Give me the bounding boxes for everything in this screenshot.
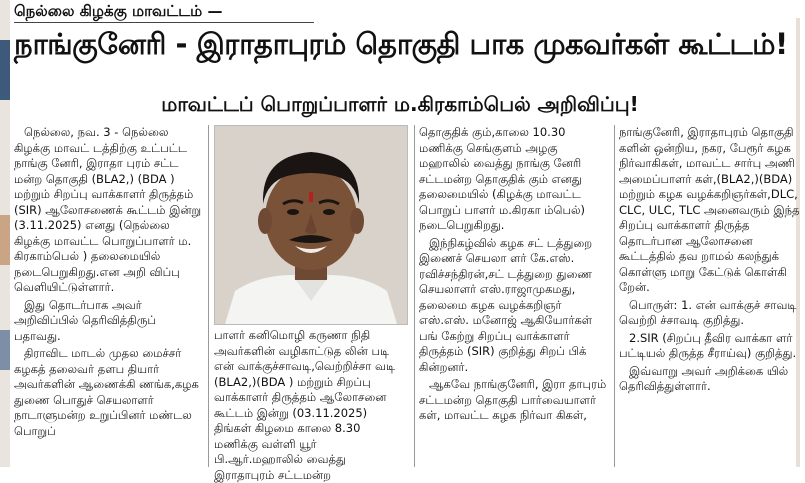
paragraph: பாளர் கனிமொழி கருணா நிதி அவர்களின் வழிகாட்டுத லின் படி என் வாக்குச்சாவடி,வெற்றிச்சா வடி (BLA2,)(BDA ) மற்றும் சிறப்பு வாக்காளர் திருத்தம் ஆலோசனை கூட்டம் இன்று (03.11.2025) திங்கள் கிழமை காலை 8.30 மணிக்கு வள்ளி யூர் பி.ஆர்.மஹாலில் வைத்து இராதாபுரம் சட்டமன்ற: [214, 328, 396, 482]
paragraph: ஆகவே நாங்குனேரி, இரா தாபுரம் சட்டமன்ற தொகுதி பார்வையாளர் கள், மாவட்ட கழக நிர்வா கிகள்,: [419, 377, 607, 422]
article-column-2: [214, 328, 406, 482]
article-column-4: [614, 125, 805, 467]
paragraph: தொகுதிக் கும்,காலை 10.30 மணிக்கு செங்குளம் அழகு மஹாலில் வைத்து நாங்கு னேரி சட்டமன்ற தொகுதிக் கும் எனது தலைமையில் (கிழக்கு மாவட்ட பொறுப் பாளர் ம.கிரகா ம்பெல்) நடைபெறுகிறது.: [419, 125, 586, 232]
paragraph: இந்நிகழ்வில் கழக சட் டத்துறை இணைச் செயலா ளர் கே.எஸ். ரவிச்சந்திரன்,சட் டத்துறை துணை செயலாளர் எஸ்.ராஜாமுகமது, தலைமை கழக வழக்கறிஞர் எஸ்.எஸ். மனோஜ் ஆகியோர்கள் பங் கேற்று சிறப்பு வாக்காளர் திருத்தம் (SIR) குறித்து சிறப் பிக் கின்றனர்.: [419, 235, 593, 374]
headline: நாங்குனேரி - இராதாபுரம் தொகுதி பாக முகவர்கள் கூட்டம்!: [14, 27, 788, 61]
paragraph: இவ்வாறு அவர் அறிக்கை யில் தெரிவித்துள்ளார்.: [619, 363, 789, 393]
portrait-photo: [214, 125, 408, 325]
paragraph: 2.SIR (சிறப்பு தீவிர வாக்கா ளர் பட்டியல் திருத்த சீராய்வு) குறித்து.: [619, 330, 797, 360]
portrait-of-man-icon: [215, 126, 407, 324]
adjacent-page-strip: [0, 0, 10, 467]
section-kicker: நெல்லை கிழக்கு மாவட்டம் —: [14, 2, 223, 20]
paragraph: நெல்லை, நவ. 3 - நெல்லை கிழக்கு மாவட் டத்திற்கு உட்பட்ட நாங்கு னேரி, இராதா புரம் சட்ட மன்ற தொகுதி (BLA2,) (BDA ) மற்றும் சிறப்பு வாக்காளர் திருத்தம் (SIR) ஆலோசணைக் கூட்டம் இன்று (3.11.2025) எனது (நெல்லை கிழக்கு மாவட்ட பொறுப்பாளர் ம. கிரகாம்பெல் ) தலைமையில் நடைபெறுகிறது.என அறி விப்பு வெளியிட்டுள்ளார்.: [14, 125, 202, 294]
paragraph: திராவிட மாடல் முதல மைச்சர் கழகத் தலைவர் தளப தியார் அவர்களின் ஆணைக்கி ணங்க,கழக துணை பொதுச் செயலாளர் நாடாளுமன்ற உறுப்பினர் மண்டல பொறுப்: [14, 346, 199, 438]
adjacent-photo-fragment: [0, 40, 10, 100]
adjacent-photo-fragment: [0, 215, 10, 265]
paragraph: பொருள்: 1. என் வாக்குச் சாவடி வெற்றி ச்சாவடி குறித்து.: [619, 297, 797, 327]
article-column-1: [14, 125, 209, 467]
paragraph: நாங்குனேரி, இராதாபுரம் தொகுதி களின் ஒன்றிய, நகர, பேரூர் கழக நிர்வாகிகள், மாவட்ட சார்பு அணி அமைப்பாளர் கள்,(BLA2,)(BDA) மற்றும் கழக வழக்கறிஞர்கள்,DLC, CLC, ULC, TLC அனைவரும் இந்த சிறப்பு வாக்காளர் திருத்த தொடர்பான ஆலோசனை கூட்டத்தில் தவ றாமல் கலந்துக் கொள்ளு மாறு கேட்டுக் கொள்கி றேன்.: [619, 125, 800, 294]
paragraph: இது தொடர்பாக அவர் அறிவிப்பில் தெரிவித்திருப் பதாவது.: [14, 297, 156, 343]
subheadline: மாவட்டப் பொறுப்பாளர் ம.கிரகாம்பெல் அறிவிப்பு!: [161, 92, 639, 116]
article-column-3: [414, 125, 611, 467]
adjacent-photo-fragment: [0, 330, 10, 370]
kicker-underline: [14, 22, 314, 23]
